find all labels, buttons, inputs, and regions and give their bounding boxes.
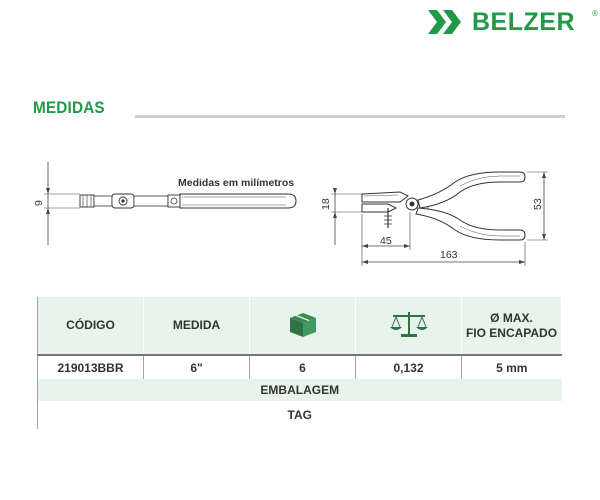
section-divider bbox=[135, 115, 565, 118]
spec-table bbox=[37, 297, 562, 429]
brand-logo bbox=[428, 9, 598, 35]
header-size: MEDIDA bbox=[144, 297, 250, 355]
side-view bbox=[33, 162, 296, 245]
cell-max-wire: 5 mm bbox=[462, 355, 562, 379]
packaging-value: TAG bbox=[38, 401, 562, 429]
packaging-label: EMBALAGEM bbox=[38, 379, 562, 401]
scale-icon bbox=[389, 309, 429, 342]
dim-jaw-height: 18 bbox=[320, 198, 332, 210]
brand-chevron-icon bbox=[428, 9, 466, 35]
cell-code: 219013BBR bbox=[38, 355, 144, 379]
packaging-header-row bbox=[38, 379, 562, 401]
packaging-value-row bbox=[38, 401, 562, 429]
dim-tip-length: 45 bbox=[380, 235, 392, 247]
registered-mark: ® bbox=[592, 9, 598, 18]
box-icon bbox=[286, 310, 320, 341]
header-weight bbox=[356, 297, 462, 355]
section-title: MEDIDAS bbox=[33, 98, 105, 117]
table-header-row bbox=[38, 297, 562, 355]
top-view bbox=[320, 172, 548, 266]
cell-size: 6" bbox=[144, 355, 250, 379]
cell-quantity: 6 bbox=[250, 355, 356, 379]
header-quantity bbox=[250, 297, 356, 355]
drawing-note: Medidas em milímetros bbox=[178, 177, 295, 189]
brand-name: BELZER bbox=[472, 8, 575, 36]
technical-drawing bbox=[0, 150, 600, 275]
header-max-wire: Ø MAX. FIO ENCAPADO bbox=[462, 297, 562, 355]
dim-jaw-thickness: 9 bbox=[33, 200, 45, 206]
dim-total-length: 163 bbox=[440, 249, 458, 261]
cell-weight: 0,132 bbox=[356, 355, 462, 379]
table-row bbox=[38, 355, 562, 379]
dim-total-height: 53 bbox=[532, 198, 544, 210]
header-code: CÓDIGO bbox=[38, 297, 144, 355]
